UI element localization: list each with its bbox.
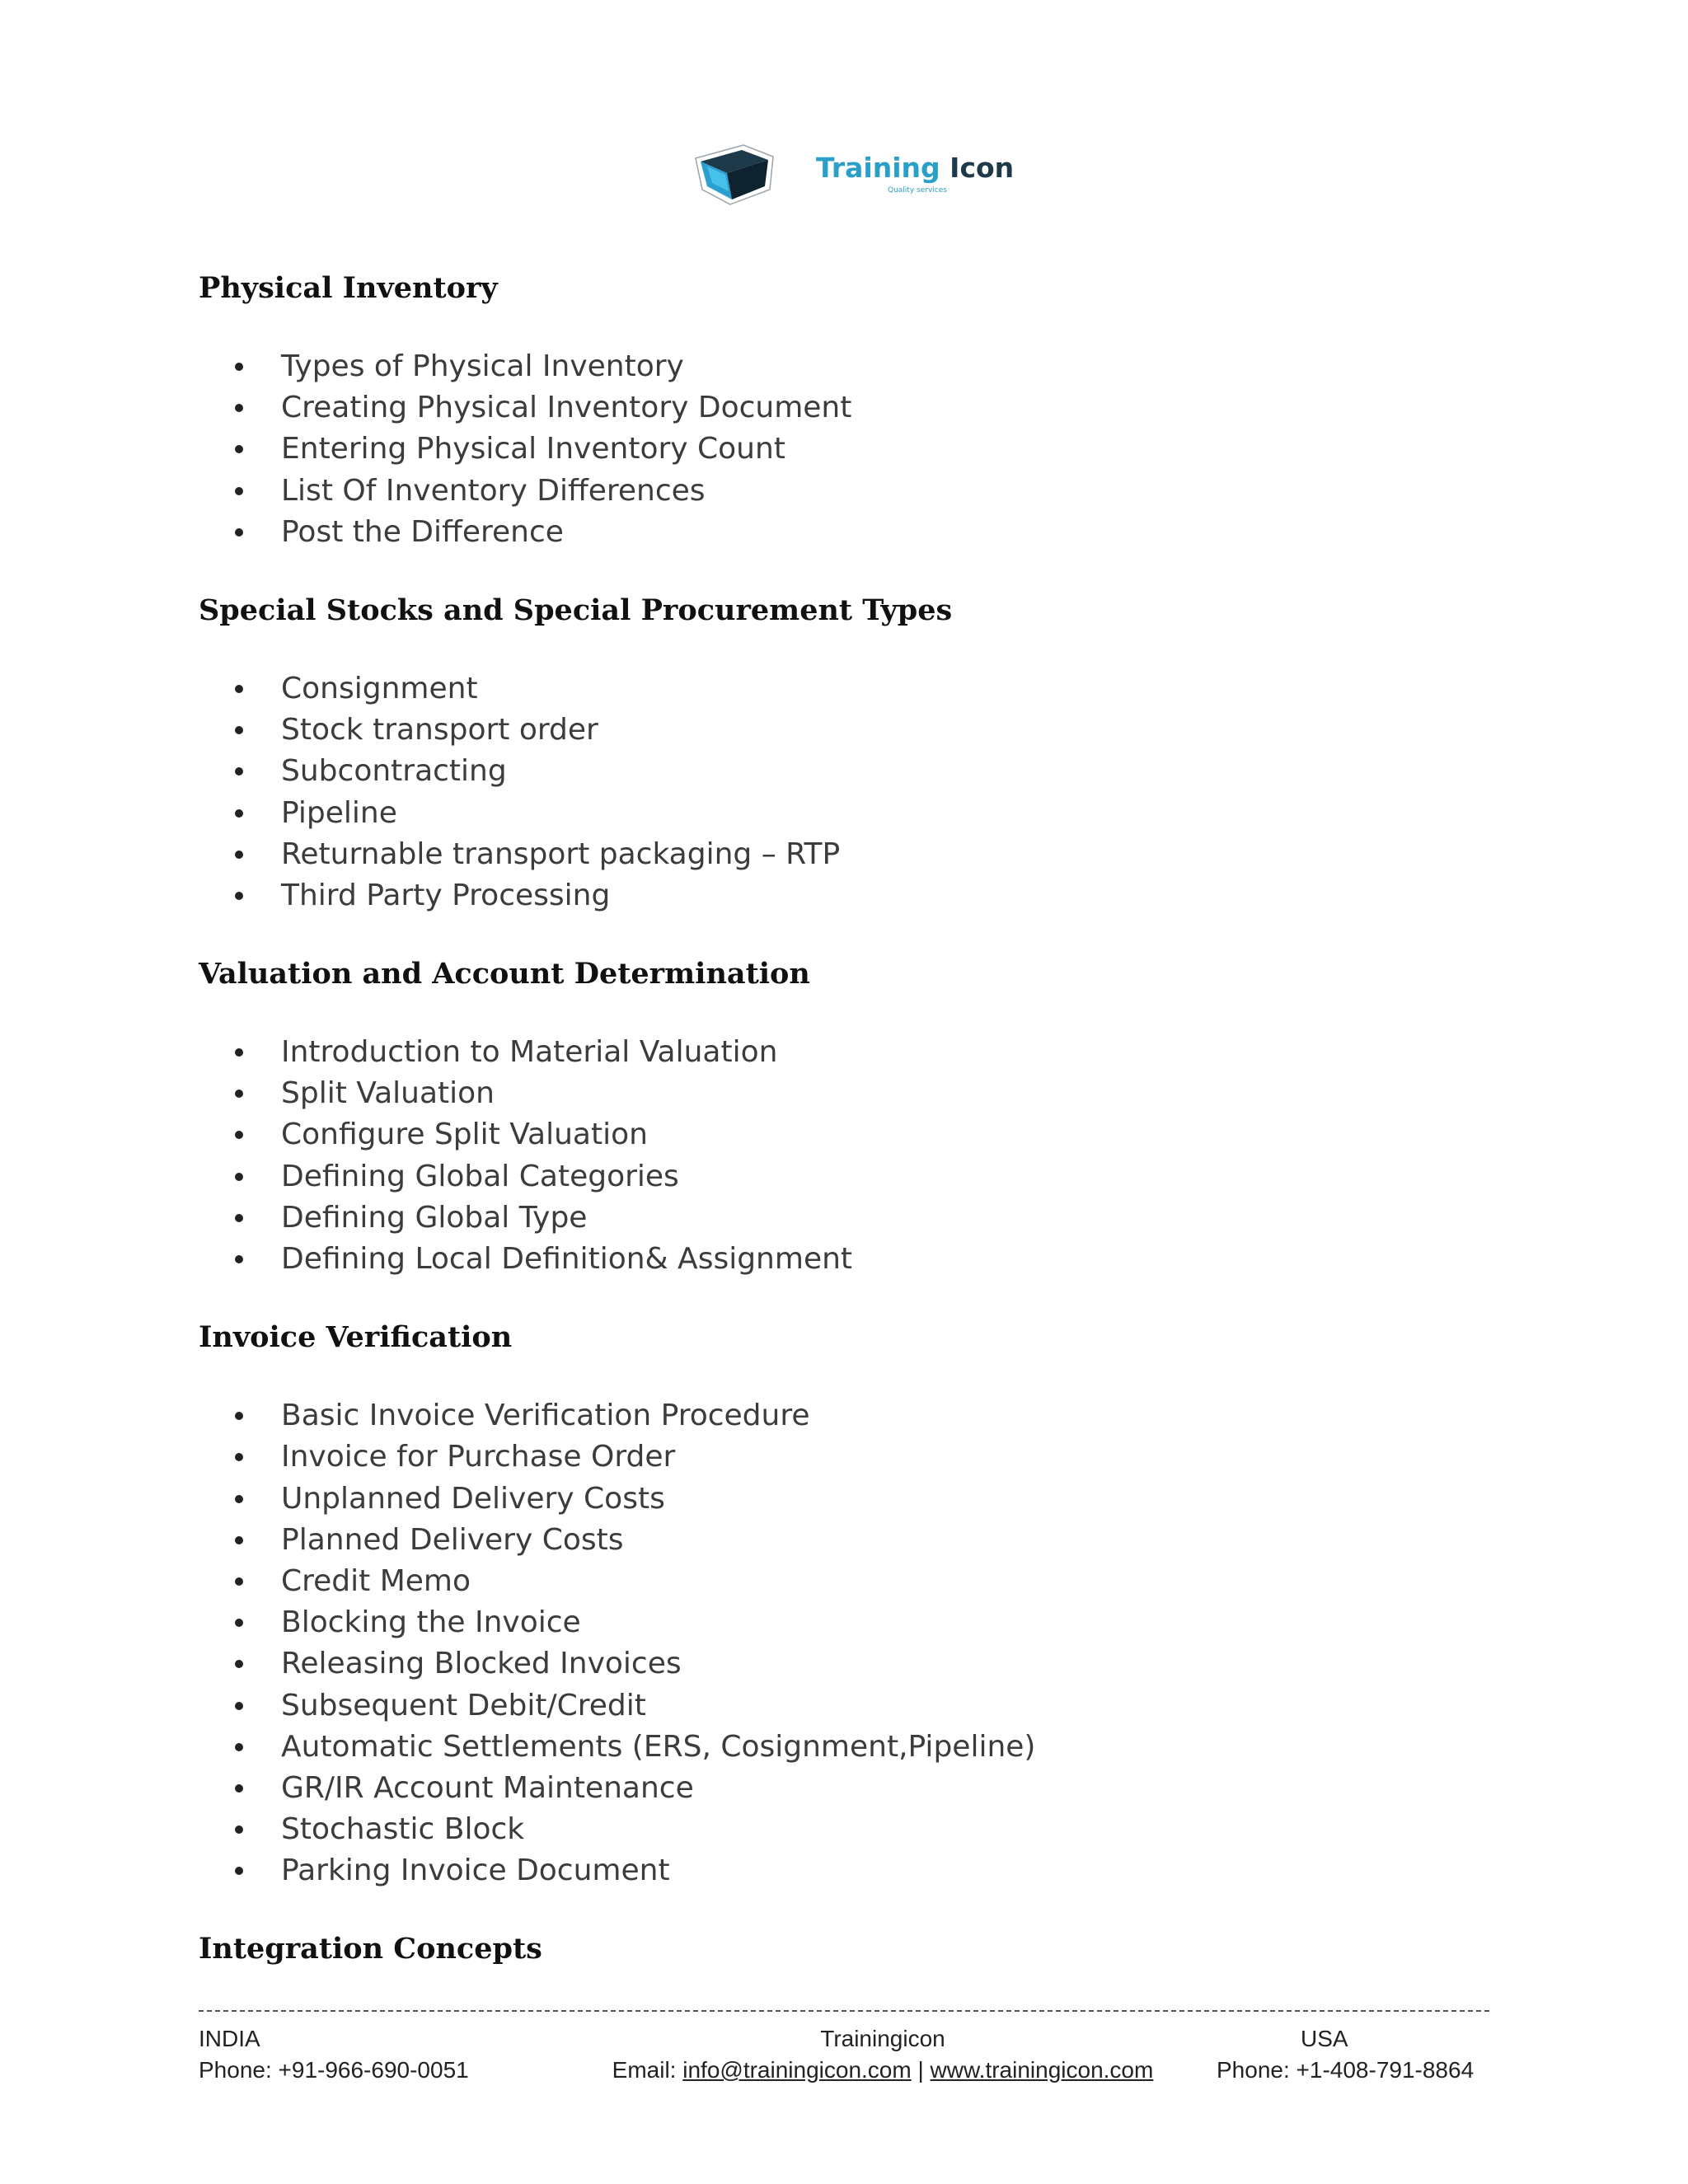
list-item <box>199 1809 1484 1850</box>
list-item <box>199 1685 1484 1727</box>
section-heading: Integration Concepts <box>199 1932 542 1966</box>
list-item <box>199 1073 1484 1114</box>
list-item-text: Returnable transport packaging – RTP <box>281 837 841 871</box>
bullet-icon <box>235 1255 243 1263</box>
list-item <box>199 1479 1484 1520</box>
section-heading: Invoice Verification <box>199 1320 513 1355</box>
list-item-text: Post the Difference <box>281 514 564 549</box>
list-item <box>199 1768 1484 1809</box>
list-item-text: Defining Global Categories <box>281 1159 679 1193</box>
footer-email-link[interactable]: info@trainingicon.com <box>682 2057 912 2083</box>
list-item-text: Stock transport order <box>281 713 598 748</box>
list-item <box>199 1436 1484 1478</box>
cube-logo-icon <box>692 138 816 208</box>
list-item <box>199 387 1484 429</box>
section-heading: Special Stocks and Special Procurement Types <box>199 593 953 627</box>
topic-list <box>199 1395 1484 1891</box>
list-item-text: Defining Local Definition& Assignment <box>281 1242 853 1276</box>
list-item <box>199 710 1484 751</box>
footer-company-name: Trainingicon <box>820 2026 945 2051</box>
list-item <box>199 346 1484 387</box>
bullet-icon <box>235 1660 243 1668</box>
list-item-text: Parking Invoice Document <box>281 1854 670 1888</box>
list-item-text: Unplanned Delivery Costs <box>281 1481 665 1516</box>
list-item-text: Basic Invoice Verification Procedure <box>281 1399 810 1433</box>
list-item <box>199 471 1484 512</box>
training-icon-logo <box>692 138 1015 208</box>
bullet-icon <box>235 1619 243 1627</box>
list-item <box>199 1197 1484 1239</box>
list-item-text: Invoice for Purchase Order <box>281 1440 676 1474</box>
bullet-icon <box>235 1495 243 1503</box>
footer-divider <box>199 2010 1489 2012</box>
bullet-icon <box>235 404 243 412</box>
list-item-text: Credit Memo <box>281 1563 471 1598</box>
bullet-icon <box>235 1131 243 1139</box>
bullet-icon <box>235 1702 243 1710</box>
list-item-text: Types of Physical Inventory <box>281 349 684 383</box>
bullet-icon <box>235 809 243 818</box>
list-item <box>199 751 1484 792</box>
list-item <box>199 834 1484 875</box>
list-item <box>199 1561 1484 1602</box>
list-item-text: Introduction to Material Valuation <box>281 1035 778 1070</box>
bullet-icon <box>235 1867 243 1875</box>
footer-india <box>199 2023 469 2086</box>
bullet-icon <box>235 528 243 537</box>
list-item <box>199 793 1484 834</box>
bullet-icon <box>235 851 243 859</box>
list-item <box>199 875 1484 916</box>
list-item-text: Subcontracting <box>281 754 507 789</box>
bullet-icon <box>235 1577 243 1586</box>
course-outline <box>199 265 1484 1972</box>
list-item-text: List Of Inventory Differences <box>281 473 706 508</box>
list-item-text: Configure Split Valuation <box>281 1118 648 1152</box>
list-item <box>199 1727 1484 1768</box>
bullet-icon <box>235 1784 243 1793</box>
bullet-icon <box>235 487 243 495</box>
footer-india-phone: Phone: +91-966-690-0051 <box>199 2057 469 2083</box>
topic-list <box>199 668 1484 916</box>
footer-usa-label: USA <box>1301 2026 1348 2051</box>
bullet-icon <box>235 1412 243 1420</box>
bullet-icon <box>235 445 243 453</box>
list-item <box>199 1643 1484 1685</box>
list-item-text: Defining Global Type <box>281 1200 588 1235</box>
bullet-icon <box>235 767 243 776</box>
list-item <box>199 1156 1484 1197</box>
section-heading: Valuation and Account Determination <box>199 957 810 991</box>
bullet-icon <box>235 1825 243 1834</box>
logo-tagline: Quality services <box>888 186 947 194</box>
list-item <box>199 1114 1484 1155</box>
list-item-text: Creating Physical Inventory Document <box>281 391 852 425</box>
bullet-icon <box>235 1214 243 1222</box>
list-item <box>199 1395 1484 1436</box>
list-item-text: Blocking the Invoice <box>281 1605 581 1640</box>
topic-list <box>199 346 1484 553</box>
list-item <box>199 512 1484 553</box>
list-item <box>199 1032 1484 1073</box>
list-item <box>199 1239 1484 1280</box>
footer-usa-phone: Phone: +1-408-791-8864 <box>1217 2057 1475 2083</box>
list-item-text: Planned Delivery Costs <box>281 1522 624 1557</box>
bullet-icon <box>235 1536 243 1544</box>
list-item-text: Split Valuation <box>281 1076 495 1111</box>
list-item-text: Entering Physical Inventory Count <box>281 432 785 466</box>
list-item-text: Releasing Blocked Invoices <box>281 1647 682 1681</box>
bullet-icon <box>235 1090 243 1098</box>
topic-list <box>199 1032 1484 1280</box>
bullet-icon <box>235 1173 243 1181</box>
list-item-text: Stochastic Block <box>281 1812 525 1847</box>
list-item-text: Automatic Settlements (ERS, Cosignment,Pipeline) <box>281 1729 1036 1764</box>
footer-contact <box>598 2023 1167 2086</box>
list-item <box>199 1520 1484 1561</box>
bullet-icon <box>235 363 243 371</box>
list-item-text: Subsequent Debit/Credit <box>281 1688 646 1722</box>
list-item-text: Pipeline <box>281 795 397 830</box>
list-item-text: GR/IR Account Maintenance <box>281 1770 694 1805</box>
footer-contact-line <box>598 2055 1167 2086</box>
footer-india-label: INDIA <box>199 2026 260 2051</box>
list-item <box>199 429 1484 470</box>
footer-email-label: Email: <box>612 2057 683 2083</box>
footer-separator: | <box>911 2057 931 2083</box>
list-item <box>199 668 1484 710</box>
page-footer <box>199 2023 1489 2097</box>
list-item-text: Consignment <box>281 671 478 705</box>
bullet-icon <box>235 1453 243 1461</box>
logo-wordmark: Training Icon <box>816 152 1015 184</box>
list-item <box>199 1850 1484 1891</box>
footer-usa <box>1217 2023 1474 2086</box>
bullet-icon <box>235 892 243 900</box>
footer-website-link[interactable]: www.trainingicon.com <box>930 2057 1154 2083</box>
list-item <box>199 1602 1484 1643</box>
bullet-icon <box>235 726 243 734</box>
section-heading: Physical Inventory <box>199 271 498 305</box>
bullet-icon <box>235 1743 243 1751</box>
bullet-icon <box>235 1048 243 1057</box>
list-item-text: Third Party Processing <box>281 878 611 912</box>
bullet-icon <box>235 685 243 693</box>
